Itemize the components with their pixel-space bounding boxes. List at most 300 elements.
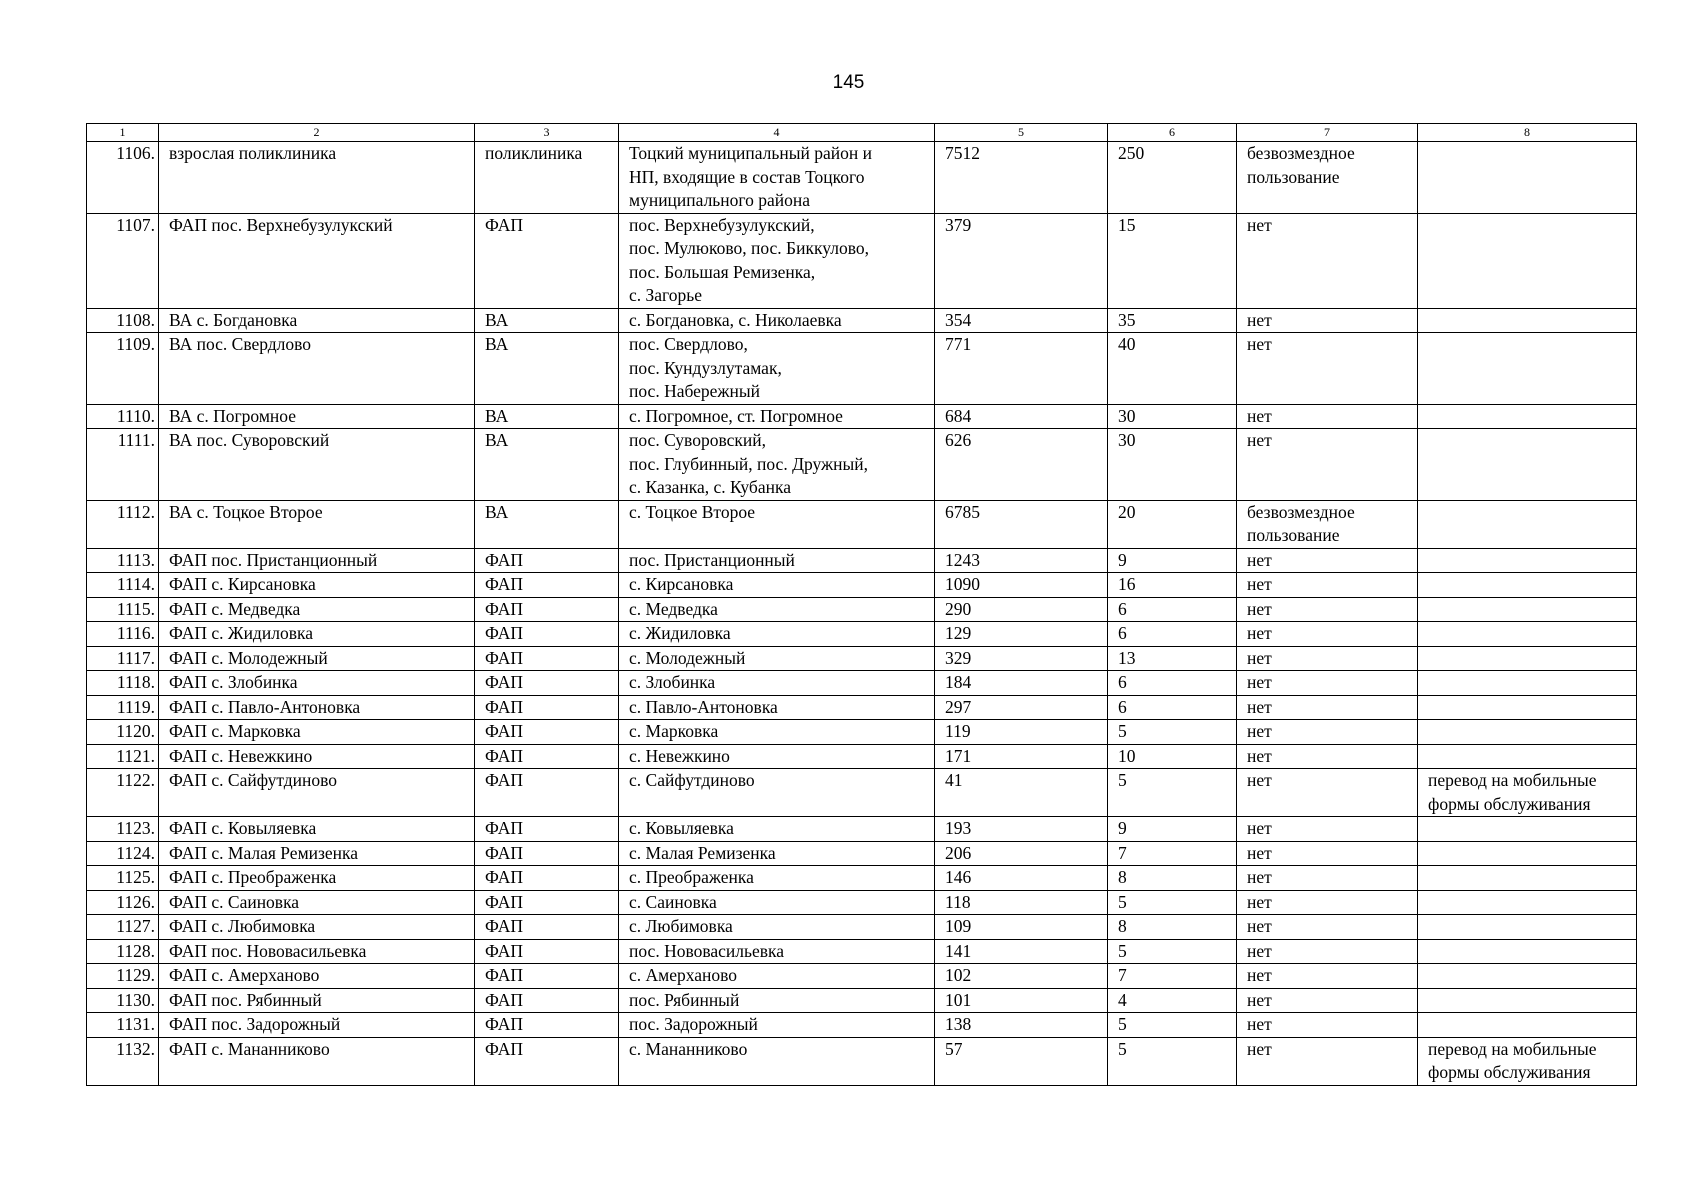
column-6-cell-text: 15 [1118,214,1136,235]
facility-type-cell-text: ФАП [485,574,523,594]
column-6-cell [1108,597,1237,622]
facility-type-cell-text: ФАП [485,891,523,912]
column-8-cell [1418,964,1637,989]
row-number-cell-text: 1115. [116,598,155,619]
facility-type-cell-text: ФАП [485,770,523,790]
column-6-cell [1108,1013,1237,1038]
facility-name-cell [159,622,475,647]
column-6-cell-text: 30 [1118,430,1136,450]
facility-type-cell-text: ФАП [485,549,523,570]
facility-name-cell [159,548,475,573]
column-6-cell-text: 16 [1118,574,1136,594]
row-number-cell [87,1013,159,1038]
facility-type-cell-text: ФАП [485,965,523,985]
column-5-cell-text: 290 [945,598,972,619]
column-7-cell [1237,213,1418,308]
facility-name-cell-text: ФАП пос. Рябинный [169,989,322,1010]
service-area-cell-text: с. Мананниково [629,1038,748,1059]
row-number-cell [87,597,159,622]
service-area-cell-text: с. Преображенка [629,867,754,887]
column-7-cell-text: безвозмездное пользование [1247,143,1355,187]
column-7-cell-text: нет [1247,1014,1272,1034]
row-number-cell-text: 1130. [116,989,155,1010]
row-number-cell-text: 1122. [116,770,155,790]
column-6-cell-text: 40 [1118,334,1136,354]
facility-name-cell-text: ВА с. Богдановка [169,309,298,330]
column-7-cell-text: нет [1247,989,1272,1010]
column-6-cell-text: 5 [1118,1014,1127,1034]
column-7-cell [1237,915,1418,940]
column-7-cell [1237,866,1418,891]
column-7-cell-text: нет [1247,842,1272,863]
facility-type-cell [475,308,619,333]
table-row [87,744,1637,769]
column-6-cell-text: 5 [1118,721,1127,741]
facility-type-cell-text: ФАП [485,867,523,887]
facility-name-cell [159,744,475,769]
facility-name-cell-text: ФАП с. Молодежный [169,647,328,668]
row-number-cell-text: 1119. [116,696,155,717]
column-5-cell [935,548,1108,573]
row-number-cell [87,695,159,720]
column-7-cell [1237,308,1418,333]
column-5-cell-text: 329 [945,647,972,668]
column-7-cell-text: нет [1247,574,1272,594]
table-row [87,671,1637,696]
column-8-cell [1418,671,1637,696]
service-area-cell [619,500,935,548]
service-area-cell [619,1037,935,1085]
row-number-cell-text: 1110. [116,405,155,426]
column-8-cell [1418,308,1637,333]
facility-name-cell [159,964,475,989]
service-area-cell-text: пос. Верхнебузулукский, пос. Мулюково, пос. Биккулово, пос. Большая Ремизенка, с. Загорье [629,214,869,305]
column-6-cell-text: 5 [1118,940,1127,961]
row-number-cell-text: 1107. [116,214,155,235]
row-number-cell [87,671,159,696]
column-7-cell [1237,720,1418,745]
column-6-cell [1108,817,1237,842]
facility-type-cell-text: ВА [485,405,509,426]
facility-name-cell [159,988,475,1013]
facility-type-cell-text: ФАП [485,214,523,235]
service-area-cell-text: с. Богдановка, с. Николаевка [629,309,842,330]
facility-name-cell [159,308,475,333]
facility-type-cell [475,890,619,915]
column-6-cell-text: 8 [1118,867,1127,887]
row-number-cell [87,988,159,1013]
column-5-cell [935,500,1108,548]
column-5-cell [935,890,1108,915]
table-row [87,404,1637,429]
service-area-cell-text: с. Невежкино [629,745,730,766]
facility-name-cell [159,890,475,915]
service-area-cell [619,915,935,940]
column-5-cell-text: 684 [945,405,972,426]
column-7-cell [1237,988,1418,1013]
column-6-cell [1108,622,1237,647]
facility-type-cell [475,817,619,842]
column-8-cell [1418,695,1637,720]
column-5-cell-text: 171 [945,745,972,766]
column-5-cell-text: 626 [945,430,972,450]
service-area-cell [619,308,935,333]
row-number-cell-text: 1118. [116,672,155,692]
column-7-cell-text: нет [1247,721,1272,741]
column-6-cell [1108,333,1237,405]
column-7-cell [1237,573,1418,598]
facility-name-cell [159,817,475,842]
facility-type-cell-text: ВА [485,430,509,450]
column-6-cell-text: 35 [1118,309,1136,330]
column-8-cell [1418,548,1637,573]
row-number-cell-text: 1111. [117,430,155,450]
column-8-cell [1418,573,1637,598]
column-6-cell-text: 20 [1118,501,1136,522]
facility-name-cell-text: ФАП с. Павло-Антоновка [169,696,361,717]
column-8-cell [1418,988,1637,1013]
row-number-cell-text: 1121. [116,745,155,766]
table-row [87,333,1637,405]
column-6-cell [1108,939,1237,964]
row-number-cell [87,333,159,405]
column-7-cell-text: нет [1247,940,1272,961]
table-row [87,1037,1637,1085]
table-row [87,142,1637,214]
column-7-cell-text: нет [1247,770,1272,790]
service-area-cell-text: пос. Суворовский, пос. Глубинный, пос. Дружный, с. Казанка, с. Кубанка [629,430,868,497]
service-area-cell [619,964,935,989]
facility-type-cell [475,769,619,817]
column-7-cell-text: нет [1247,1038,1272,1059]
facility-type-cell-text: ФАП [485,745,523,766]
column-8-cell [1418,500,1637,548]
facility-name-cell-text: ФАП с. Преображенка [169,867,337,887]
facility-name-cell-text: ФАП с. Саиновка [169,891,300,912]
column-6-cell-text: 6 [1118,672,1127,692]
service-area-cell [619,671,935,696]
row-number-cell [87,622,159,647]
column-8-cell-text: перевод на мобильные формы обслуживания [1428,1038,1597,1082]
facility-name-cell [159,429,475,501]
facility-type-cell-text: поликлиника [485,143,583,163]
facility-type-cell [475,915,619,940]
service-area-cell-text: с. Марковка [629,721,719,741]
column-7-cell-text: нет [1247,430,1272,450]
column-7-cell [1237,142,1418,214]
table-row [87,646,1637,671]
column-8-cell [1418,744,1637,769]
row-number-cell [87,429,159,501]
column-header: 4 [619,124,935,142]
column-5-cell [935,841,1108,866]
column-5-cell [935,915,1108,940]
facility-name-cell [159,573,475,598]
column-7-cell [1237,964,1418,989]
facility-type-cell-text: ФАП [485,1014,523,1034]
column-5-cell [935,1013,1108,1038]
column-5-cell-text: 297 [945,696,972,717]
column-5-cell [935,308,1108,333]
column-7-cell-text: нет [1247,405,1272,426]
row-number-cell [87,308,159,333]
facility-name-cell-text: ФАП с. Любимовка [169,916,316,936]
table-row [87,915,1637,940]
facility-type-cell [475,142,619,214]
column-6-cell [1108,548,1237,573]
service-area-cell-text: пос. Рябинный [629,989,740,1010]
facility-type-cell [475,671,619,696]
column-8-cell [1418,817,1637,842]
column-6-cell [1108,841,1237,866]
facility-type-cell-text: ФАП [485,696,523,717]
table-row [87,308,1637,333]
column-8-cell [1418,939,1637,964]
row-number-cell-text: 1114. [116,574,155,594]
column-7-cell [1237,500,1418,548]
column-8-cell [1418,890,1637,915]
column-8-cell [1418,429,1637,501]
column-7-cell-text: нет [1247,916,1272,936]
service-area-cell [619,548,935,573]
column-8-cell [1418,866,1637,891]
column-6-cell-text: 13 [1118,647,1136,668]
column-5-cell [935,573,1108,598]
service-area-cell [619,573,935,598]
facility-name-cell-text: ФАП с. Сайфутдиново [169,770,338,790]
service-area-cell [619,1013,935,1038]
service-area-cell-text: с. Малая Ремизенка [629,842,776,863]
column-header: 1 [87,124,159,142]
column-6-cell [1108,573,1237,598]
column-8-cell [1418,1037,1637,1085]
column-7-cell-text: нет [1247,309,1272,330]
column-header: 7 [1237,124,1418,142]
row-number-cell-text: 1132. [116,1038,155,1059]
service-area-cell-text: пос. Свердлово, пос. Кундузлутамак, пос. Набережный [629,334,782,401]
row-number-cell-text: 1126. [116,891,155,912]
column-5-cell-text: 771 [945,334,972,354]
column-header: 2 [159,124,475,142]
column-5-cell-text: 184 [945,672,972,692]
column-5-cell-text: 119 [945,721,971,741]
column-7-cell-text: нет [1247,672,1272,692]
column-5-cell-text: 129 [945,623,972,643]
column-6-cell [1108,142,1237,214]
column-7-cell [1237,597,1418,622]
row-number-cell [87,744,159,769]
column-7-cell [1237,939,1418,964]
service-area-cell [619,622,935,647]
column-5-cell-text: 57 [945,1038,963,1059]
facility-name-cell-text: ФАП с. Марковка [169,721,301,741]
column-5-cell [935,1037,1108,1085]
table-row [87,720,1637,745]
facility-name-cell [159,671,475,696]
column-7-cell [1237,622,1418,647]
service-area-cell-text: с. Сайфутдиново [629,770,755,790]
facility-name-cell-text: ФАП пос. Нововасильевка [169,940,367,961]
column-6-cell-text: 5 [1118,1038,1127,1059]
service-area-cell-text: с. Злобинка [629,672,716,692]
column-5-cell-text: 118 [945,891,971,912]
row-number-cell [87,573,159,598]
column-7-cell-text: нет [1247,598,1272,619]
service-area-cell-text: с. Амерханово [629,965,738,985]
column-6-cell-text: 8 [1118,916,1127,936]
facility-type-cell [475,213,619,308]
column-number-row [87,124,1637,142]
facility-type-cell-text: ФАП [485,842,523,863]
table-row [87,866,1637,891]
column-7-cell [1237,671,1418,696]
column-8-cell [1418,841,1637,866]
table-body [87,142,1637,1086]
facility-name-cell-text: ФАП пос. Пристанционный [169,549,378,570]
table-row [87,769,1637,817]
column-8-cell [1418,213,1637,308]
column-header: 3 [475,124,619,142]
column-6-cell [1108,646,1237,671]
facility-name-cell [159,1013,475,1038]
facility-type-cell [475,646,619,671]
facility-name-cell [159,939,475,964]
column-6-cell-text: 30 [1118,405,1136,426]
service-area-cell [619,744,935,769]
column-6-cell [1108,720,1237,745]
column-6-cell [1108,866,1237,891]
row-number-cell-text: 1108. [116,309,155,330]
table-row [87,841,1637,866]
column-7-cell [1237,1037,1418,1085]
service-area-cell-text: с. Кирсановка [629,574,734,594]
row-number-cell [87,142,159,214]
column-6-cell-text: 250 [1118,143,1145,163]
column-8-cell [1418,597,1637,622]
service-area-cell-text: с. Погромное, ст. Погромное [629,405,843,426]
column-5-cell-text: 138 [945,1014,972,1034]
facility-type-cell-text: ФАП [485,672,523,692]
facility-type-cell-text: ФАП [485,1038,523,1059]
column-5-cell [935,939,1108,964]
row-number-cell-text: 1113. [116,549,155,570]
facility-type-cell [475,744,619,769]
column-5-cell-text: 354 [945,309,972,330]
facility-name-cell-text: ФАП с. Малая Ремизенка [169,842,359,863]
row-number-cell [87,213,159,308]
column-7-cell-text: нет [1247,867,1272,887]
column-6-cell [1108,964,1237,989]
row-number-cell [87,915,159,940]
service-area-cell [619,769,935,817]
table-row [87,622,1637,647]
service-area-cell-text: с. Павло-Антоновка [629,696,778,717]
column-6-cell-text: 10 [1118,745,1136,766]
column-5-cell [935,817,1108,842]
facility-name-cell [159,720,475,745]
facility-name-cell-text: ВА с. Погромное [169,405,297,426]
column-7-cell [1237,769,1418,817]
service-area-cell-text: с. Тоцкое Второе [629,501,756,522]
facility-type-cell-text: ВА [485,334,509,354]
service-area-cell [619,646,935,671]
column-5-cell-text: 1090 [945,574,980,594]
column-7-cell [1237,404,1418,429]
column-7-cell [1237,695,1418,720]
service-area-cell [619,333,935,405]
column-7-cell-text: нет [1247,549,1272,570]
column-7-cell [1237,890,1418,915]
facility-name-cell-text: ФАП с. Жидиловка [169,623,313,643]
row-number-cell-text: 1127. [116,916,155,936]
column-6-cell [1108,769,1237,817]
row-number-cell [87,769,159,817]
service-area-cell-text: с. Медведка [629,598,718,619]
column-5-cell [935,622,1108,647]
facility-name-cell [159,213,475,308]
facility-type-cell-text: ВА [485,501,509,522]
facility-name-cell-text: ВА пос. Суворовский [169,430,330,450]
table-row [87,429,1637,501]
facility-type-cell [475,841,619,866]
column-5-cell-text: 7512 [945,143,980,163]
facility-name-cell-text: ВА с. Тоцкое Второе [169,501,323,522]
column-7-cell [1237,333,1418,405]
column-6-cell [1108,890,1237,915]
column-5-cell [935,213,1108,308]
service-area-cell [619,213,935,308]
column-6-cell-text: 6 [1118,623,1127,643]
column-header: 6 [1108,124,1237,142]
service-area-cell [619,429,935,501]
table-row [87,695,1637,720]
column-5-cell [935,720,1108,745]
column-5-cell-text: 146 [945,867,972,887]
column-6-cell-text: 7 [1118,842,1127,863]
facility-name-cell-text: ФАП с. Злобинка [169,672,298,692]
column-5-cell-text: 379 [945,214,972,235]
row-number-cell-text: 1117. [116,647,155,668]
facility-name-cell-text: взрослая поликлиника [169,143,337,163]
service-area-cell-text: Тоцкий муниципальный район и НП, входящие в состав Тоцкого муниципального района [629,143,872,210]
row-number-cell-text: 1109. [116,334,155,354]
facility-name-cell-text: ФАП с. Медведка [169,598,301,619]
facility-name-cell [159,915,475,940]
row-number-cell [87,646,159,671]
column-5-cell-text: 1243 [945,549,980,570]
row-number-cell [87,866,159,891]
facility-type-cell [475,597,619,622]
column-6-cell-text: 6 [1118,696,1127,717]
facility-type-cell [475,964,619,989]
column-6-cell-text: 6 [1118,598,1127,619]
column-5-cell [935,404,1108,429]
table-row [87,939,1637,964]
column-8-cell [1418,720,1637,745]
service-area-cell [619,817,935,842]
column-6-cell [1108,429,1237,501]
facility-name-cell [159,866,475,891]
service-area-cell [619,866,935,891]
table-row [87,548,1637,573]
facility-type-cell [475,333,619,405]
facility-name-cell [159,333,475,405]
row-number-cell [87,841,159,866]
column-5-cell-text: 102 [945,965,972,985]
column-5-cell [935,333,1108,405]
column-6-cell-text: 9 [1118,818,1127,838]
facility-type-cell-text: ФАП [485,989,523,1010]
